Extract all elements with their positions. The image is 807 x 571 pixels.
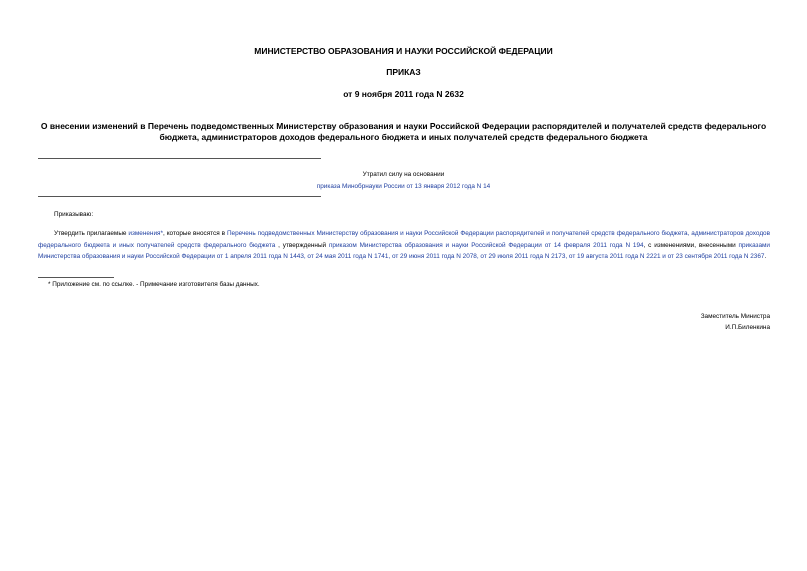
signer-name: И.П.Биленкина [725,324,770,331]
signer-position: Заместитель Министра [700,313,770,320]
link-amending-orders[interactable]: приказами Министерства образования и науки Российской Федерации от 1 апреля 2011 года N 1443, от 24 мая 2011 года N 1741, от 29 июня 2011 года N 2078, от 29 июля 2011 года N 2173, от 19 августа 2011 года N 2221 и от 23 сентября 2011 года N 2367 [38,241,770,260]
paragraph-text: , утвержденный [275,241,329,249]
footnote: * Приложение см. по ссылке. - Примечание изготовителя базы данных. [48,281,260,288]
link-changes[interactable]: изменения* [128,230,163,237]
footnote-divider [38,277,114,278]
paragraph-text: , с изменениями, внесенными [643,241,739,249]
paragraph-text: Утвердить прилагаемые [54,230,129,237]
document-title: О внесении изменений в Перечень подведомственных Министерству образования и науки Российской Федерации распорядителей и получателей средств федерального бюджета, администраторов доходов федерального бюджета и иных получателей средств федерального бюджета [40,121,767,142]
document-type: ПРИКАЗ [386,67,421,77]
paragraph-text: . [764,253,767,260]
divider-top [38,158,321,159]
paragraph-text: , которые вносятся в [162,230,227,237]
status-link[interactable]: приказа Минобрнауки России от 13 января 2012 года N 14 [316,183,491,190]
link-order-194[interactable]: приказом Министерства образования и науки Российской Федерации от 14 февраля 2011 года N 194 [328,241,644,249]
order-intro: Приказываю: [54,211,94,218]
document-date-number: от 9 ноября 2011 года N 2632 [343,89,464,99]
ministry-heading: МИНИСТЕРСТВО ОБРАЗОВАНИЯ И НАУКИ РОССИЙСКОЙ ФЕДЕРАЦИИ [254,46,553,56]
divider-bottom [38,196,321,197]
status-note: Утратил силу на основании [362,171,445,178]
order-paragraph [38,228,770,263]
link-recipient-list[interactable]: Перечень подведомственных Министерству образования и науки Российской Федерации распорядителей и получателей средств федерального бюджета, администраторов доходов федерального бюджета и иных получателей средств федерального бюджета [38,230,771,249]
